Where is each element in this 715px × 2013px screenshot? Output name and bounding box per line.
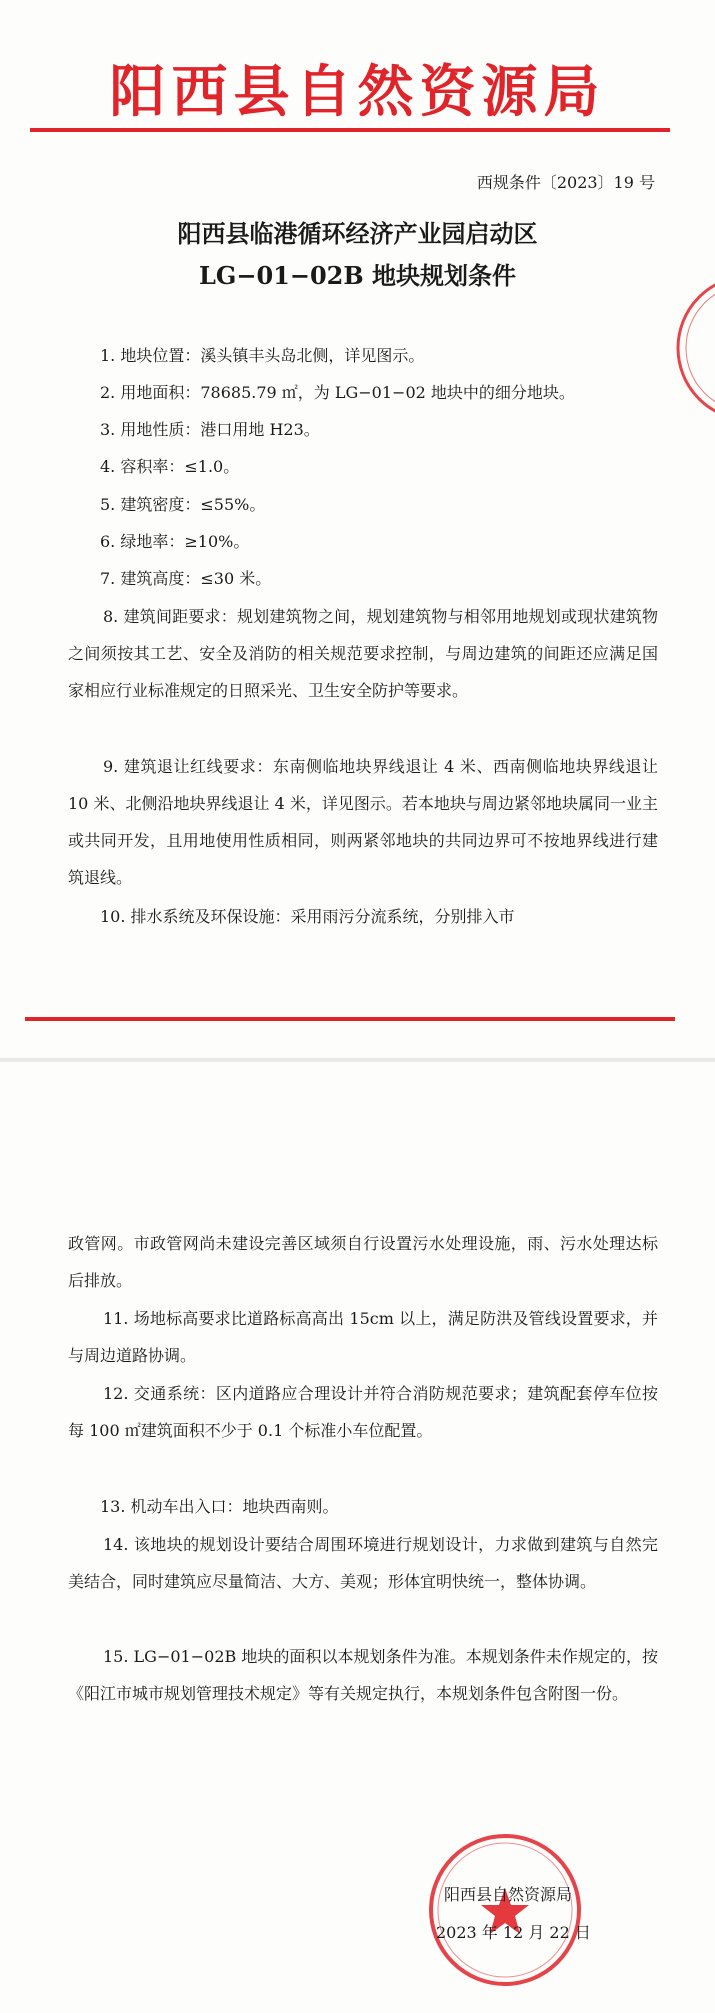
clause-13: 13. 机动车出入口：地块西南则。 [100, 1497, 339, 1516]
document-number: 西规条件〔2023〕19 号 [476, 173, 655, 192]
clause-2: 2. 用地面积：78685.79 ㎡，为 LG−01−02 地块中的细分地块。 [100, 383, 575, 402]
clause-3: 3. 用地性质：港口用地 H23。 [100, 420, 320, 439]
clause-11: 11. 场地标高要求比道路标高高出 15cm 以上，满足防洪及管线设置要求，并与周边道路协调。 [68, 1309, 658, 1365]
signing-date: 2023 年 12 月 22 日 [436, 1923, 591, 1942]
clause-10-part2: 政管网。市政管网尚未建设完善区域须自行设置污水处理设施，雨、污水处理达标后排放。 [68, 1234, 658, 1290]
footer-red-rule [25, 1017, 675, 1021]
document-page-2 [0, 1062, 715, 2013]
clause-10-part1: 10. 排水系统及环保设施：采用雨污分流系统，分别排入市 [100, 907, 515, 926]
clause-9: 9. 建筑退让红线要求：东南侧临地块界线退让 4 米、西南侧临地块界线退让 10 米、北侧沿地块界线退让 4 米，详见图示。若本地块与周边紧邻地块属同一业主或共同开发，且用地使用性质相同，则两紧邻地块的共同边界可不按地界线进行建筑退线。 [68, 757, 658, 887]
letterhead-red-rule [30, 128, 670, 132]
clause-15: 15. LG−01−02B 地块的面积以本规划条件为准。本规划条件未作规定的，按《阳江市城市规划管理技术规定》等有关规定执行，本规划条件包含附图一份。 [68, 1647, 658, 1703]
clause-12: 12. 交通系统：区内道路应合理设计并符合消防规范要求；建筑配套停车位按每 100 ㎡建筑面积不少于 0.1 个标准小车位配置。 [68, 1384, 658, 1440]
signing-organization: 阳西县自然资源局 [444, 1885, 573, 1904]
seal-stamp-partial [670, 268, 715, 428]
clause-14: 14. 该地块的规划设计要结合周围环境进行规划设计，力求做到建筑与自然完美结合，同时建筑应尽量简洁、大方、美观；形体宜明快统一，整体协调。 [68, 1535, 658, 1591]
letterhead-title: 阳西县自然资源局 [109, 60, 606, 125]
clause-8: 8. 建筑间距要求：规划建筑物之间，规划建筑物与相邻用地规划或现状建筑物之间须按其工艺、安全及消防的相关规范要求控制，与周边建筑的间距还应满足国家相应行业标准规定的日照采光、卫生安全防护等要求。 [68, 607, 658, 700]
clause-5: 5. 建筑密度：≤55%。 [100, 495, 266, 514]
official-seal-stamp [425, 1830, 585, 1990]
clause-1: 1. 地块位置：溪头镇丰头岛北侧，详见图示。 [100, 346, 425, 365]
clause-6: 6. 绿地率：≥10%。 [100, 532, 250, 551]
clause-7: 7. 建筑高度：≤30 米。 [100, 569, 272, 588]
document-title-line1: 阳西县临港循环经济产业园启动区 [177, 219, 538, 248]
document-title-line2: LG−01−02B 地块规划条件 [198, 261, 517, 290]
clause-4: 4. 容积率：≤1.0。 [100, 457, 240, 476]
